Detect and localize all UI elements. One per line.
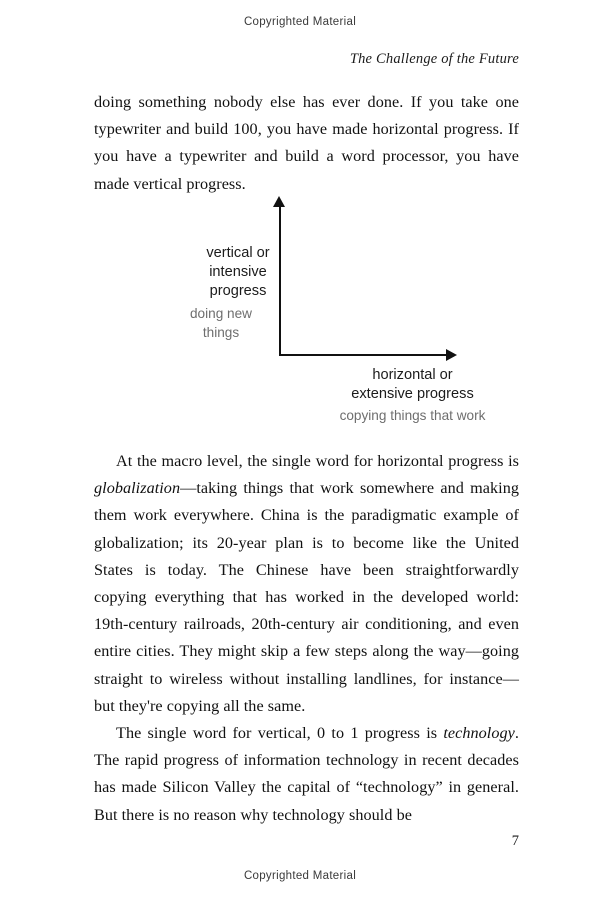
horizontal-axis-line [279, 354, 449, 356]
paragraph-1: doing something nobody else has ever done. If you take one typewriter and build 100, you have made horizontal progress. If you have a typewriter and build a word processor, you have made vertical progress. [94, 93, 519, 193]
paragraph-3 [94, 720, 519, 829]
running-head: The Challenge of the Future [349, 51, 519, 67]
paragraph-3-part-b: . The rapid progress of information technology in recent decades has made Silicon Valley the capital of “technology” in general. But there is no reason why technology should be [94, 724, 519, 824]
paragraph-2-emphasis: globalization [94, 479, 181, 498]
paragraph-3-part-a: The single word for vertical, 0 to 1 progress is [116, 724, 444, 743]
horizontal-axis-sublabel: copying things that work [339, 408, 486, 423]
paragraph-2-part-a: At the macro level, the single word for horizontal progress is [116, 452, 519, 470]
vertical-axis-label-line3: progress [209, 283, 267, 299]
vertical-axis-sublabel: doing new things [190, 306, 252, 340]
copyright-watermark-top: Copyrighted Material [243, 16, 357, 28]
vertical-axis-line [279, 204, 281, 356]
paragraph-2 [94, 448, 519, 720]
copyright-watermark-bottom: Copyrighted Material [243, 870, 357, 882]
paragraph-3-emphasis: technology [443, 724, 515, 743]
vertical-axis-label [204, 244, 272, 301]
horizontal-axis-arrowhead-icon [446, 349, 457, 361]
paragraph-block-top [94, 89, 519, 198]
horizontal-axis-label [325, 366, 500, 404]
progress-diagram [94, 196, 519, 436]
paragraph-block-bottom [94, 448, 519, 829]
vertical-axis-label-line2: intensive [209, 264, 267, 280]
vertical-axis-label-line1: vertical or [206, 245, 270, 261]
paragraph-2-part-b: —taking things that work somewhere and making them work everywhere. China is the paradigmatic example of globalization; its 20-year plan is to become like the United States is today. The Chinese have been straightforwardly copying everything that has worked in the developed world: 19th-century railroads, 20th-century air conditioning, and even entire cities. They might skip a few steps along the way—going straight to wireless without installing landlines, for instance—but they're copying all the same. [94, 479, 519, 715]
horizontal-axis-label-line1: horizontal or [372, 367, 453, 383]
page-number: 7 [511, 833, 519, 849]
horizontal-axis-label-line2: extensive progress [351, 386, 474, 402]
